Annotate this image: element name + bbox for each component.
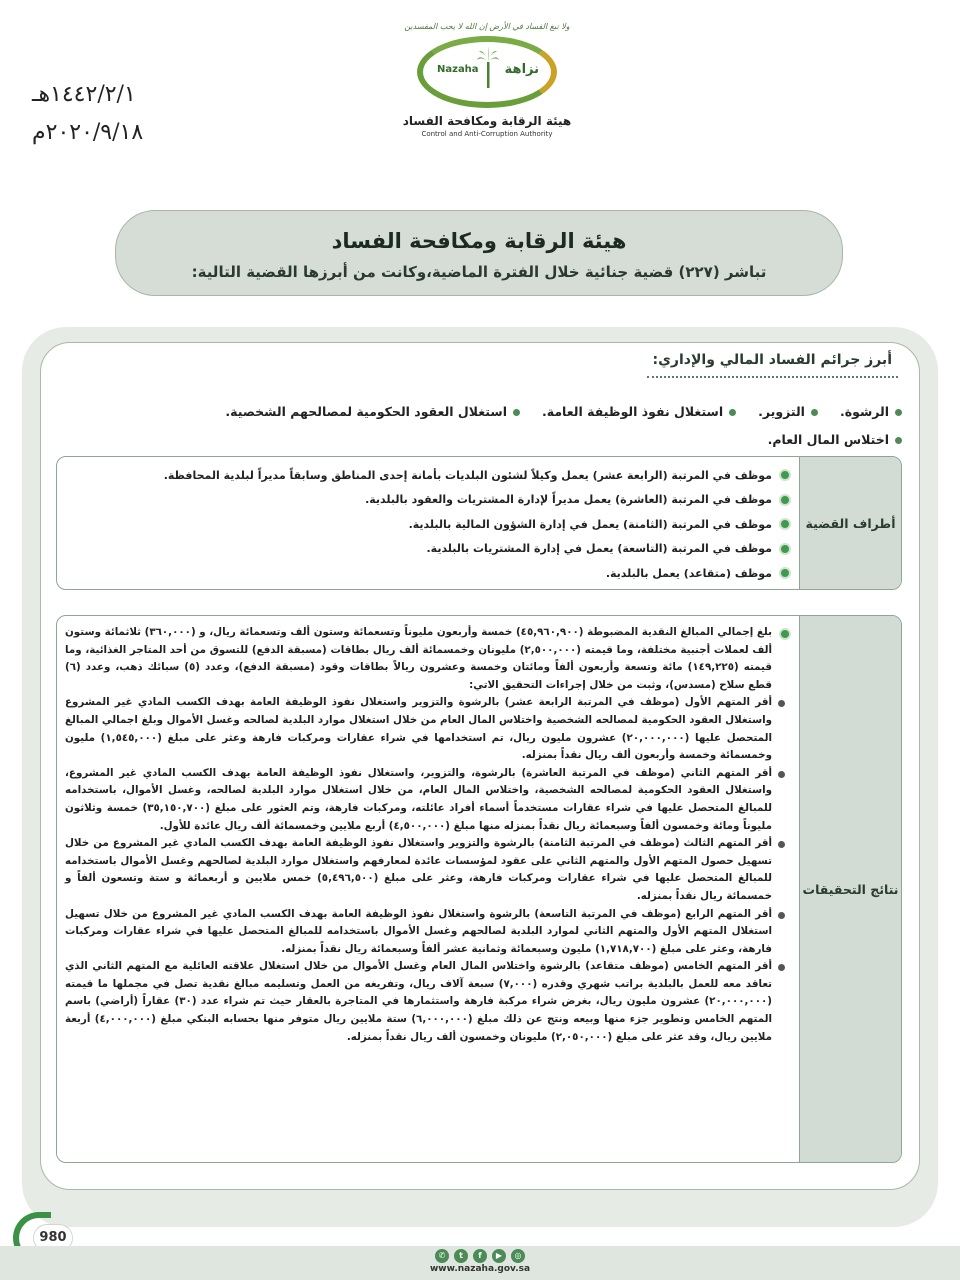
bullet-icon [779,628,791,640]
bullet-icon [513,409,520,416]
gregorian-date: ٢٠٢٠/٩/١٨م [32,120,144,145]
list-item: موظف (متقاعد) يعمل بالبلدية. [71,561,791,586]
bullet-icon [778,771,785,778]
logo-authority-ar: هيئة الرقابة ومكافحة الفساد [402,114,572,128]
list-item: أقر المتهم الثاني (موظف في المرتبة العاشرة) بالرشوة، والتزوير، واستغلال نفوذ الوظيفة العامة بهدف الكسب المادي غير المشروع، واستغلال العقود الحكومية لمصالحه الشخصية، واختلاس المال العام، من خلال استغلال موارد البلدية لصالحه، وغسل الأموال، باستخدامه للمبالغ المتحصل عليها في شراء عقارات مستخدماً أسماء أفراد عائلته، ومركبات فارهة، وتم العثور على مبلغ (٣٥,١٥٠,٧٠٠) خمسة وثلاثون مليوناً ومائة وخمسون ألفاً وسبعمائة ريال نقداً بمنزله منها مبلغ (٤,٥٠٠,٠٠٠) أربع ملايين وخمسمائة ألف ريال عائدة للأول. [65,765,785,835]
bullet-icon [779,543,791,555]
list-item: موظف في المرتبة (العاشرة) يعمل مديراً لإدارة المشتريات والعقود بالبلدية. [71,488,791,513]
bullet-icon [895,437,902,444]
list-item: أقر المتهم الرابع (موظف في المرتبة التاسعة) بالرشوة واستغلال نفوذ الوظيفة العامة بهدف الكسب المادي غير المشروع من خلال تسهيل استغلال المتهم الأول والمتهم الثاني لموارد البلدية لصالحهم وغسل الأموال باستخدامه للمبالغ المتحصل عليها في شراء عقارات ومركبات فارهة، وعثر على مبلغ (١,٧١٨,٧٠٠) مليون وسبعمائة وثمانية عشر ألفاً وسبعمائة ريال نقداً بمنزله. [65,906,785,959]
page-number: 980 [33,1224,73,1252]
bullet-icon [778,912,785,919]
results-lead: بلغ إجمالي المبالغ النقدية المضبوطة (٤٥,٩٦٠,٩٠٠) خمسة وأربعون مليوناً وتسعمائة وستون ألف وتسعمائة ريال، و (٣٦٠,٠٠٠) ثلاثمائة وستون ألف لعملات أجنبية مختلفة، وما قيمته (٢,٥٠٠,٠٠٠) مليونان وخمسمائة ألف ريال بطاقات (مسبقة الدفع) للتسوق من أحد المتاجر الغذائية، وما قيمته (١٤٩,٢٢٥) مائة وتسعة وأربعون ألفاً ومائتان وخمسة وعشرون ريالاً بطاقات وقود (مسبقة الدفع)، وعدد (٥) سبائك ذهب، وعدد (٦) قطع سلاح (مسدس)، وثبت من خلال إجراءات التحقيق الاتي: [65,624,791,694]
investigation-results-panel [56,615,902,1163]
list-item: أقر المتهم الأول (موظف في المرتبة الرابعة عشر) بالرشوة والتزوير واستغلال نفوذ الوظيفة العامة بهدف الكسب المادي غير المشروع واستغلال العقود الحكومية لمصالحه الشخصية واختلاس المال العام من خلال استغلال موارد البلدية لصالحه وغسل الأموال وبلغ اجمالي المبالغ المتحصل عليها (٢٠,٠٠٠,٠٠٠) عشرون مليون ريال، تم استخدامها في شراء عقارات ومركبات فارهة وعثر على مبلغ (١,٥٤٥,٠٠٠) مليون وخمسمائة وخمسة وأربعون ألف ريال نقداً بمنزله. [65,694,785,764]
case-parties-list [71,463,791,586]
list-item: أقر المتهم الثالث (موظف في المرتبة الثامنة) بالرشوة والتزوير واستغلال نفوذ الوظيفة العامة بهدف الكسب المادي غير المشروع من خلال تسهيل حصول المتهم الأول والمتهم الثاني على عقود لمؤسسات عائدة لمعارفهم واستغلال موارد البلدية لصالحهم وغسل الأموال باستخدامه للمبالغ المتحصل عليها في شراء عقارات ومركبات فارهة، وعثر على مبلغ (٥,٤٩٦,٥٠٠) خمس ملايين و أربعمائة و ستة وتسعون ألفاً و خمسمائة ريال نقداً بمنزله. [65,835,785,905]
bullet-icon [729,409,736,416]
footer [0,1246,960,1280]
dates-block [32,76,143,152]
investigation-results-label: نتائج التحقيقات [799,616,901,1162]
hijri-date: ١٤٤٢/٢/١هـ [32,82,136,107]
crime-item: التزوير. [758,398,818,426]
logo-authority-en: Control and Anti-Corruption Authority [421,130,553,138]
list-item: موظف في المرتبة (الثامنة) يعمل في إدارة الشؤون المالية بالبلدية. [71,512,791,537]
crime-item: الرشوة. [840,398,902,426]
instagram-icon[interactable]: ◎ [511,1249,525,1263]
logo-oval-emblem [417,36,557,108]
bullet-icon [778,841,785,848]
palm-tree-icon [477,46,499,90]
page-title: هيئة الرقابة ومكافحة الفساد [331,229,627,253]
crime-item: اختلاس المال العام. [768,426,902,454]
bullet-icon [778,964,785,971]
bullet-icon [779,469,791,481]
case-parties-label: أطراف القضية [799,457,901,589]
bullet-icon [779,518,791,530]
logo-name-ar-short: نزاهة [504,62,539,77]
logo-motto: ولا تبغ الفساد في الأرض إن الله لا يحب المفسدين [404,22,570,31]
title-box [115,210,843,296]
bullet-icon [895,409,902,416]
twitter-icon[interactable]: t [454,1249,468,1263]
phone-icon[interactable]: ✆ [435,1249,449,1263]
website-link[interactable]: www.nazaha.gov.sa [429,1264,531,1274]
crime-item: استغلال نفوذ الوظيفة العامة. [542,398,736,426]
youtube-icon[interactable]: ▶ [492,1249,506,1263]
facebook-icon[interactable]: f [473,1249,487,1263]
social-icons [0,1249,960,1263]
crime-item: استغلال العقود الحكومية لمصالحهم الشخصية. [225,398,520,426]
page-subtitle: تباشر (٢٢٧) قضية جنائية خلال الفترة الماضية،وكانت من أبرزها القضية التالية: [191,263,767,281]
list-item: موظف في المرتبة (التاسعة) يعمل في إدارة المشتريات بالبلدية. [71,537,791,562]
logo-name-en-short: Nazaha [437,64,479,75]
list-item: أقر المتهم الخامس (موظف متقاعد) بالرشوة واختلاس المال العام وغسل الأموال من خلال استغلال علاقته العائلية مع المتهم الثاني الذي تعاقد معه للعمل بالبلدية براتب شهري وقدره (٧,٠٠٠) سبعة آلاف ريال، وتفريغه من العمل وتسليمه مبالغ نقدية تصل في مجملها ما قيمته (٢٠,٠٠٠,٠٠٠) عشرون مليون ريال، بغرض شراء مركبة فارهة واستثمارها في المتاجرة بالعقار حيث تم شراء عدد (٣٠) عقاراً (أراضي) باسم المتهم الخامس وتطوير جزء منها وبيعه ونتج عن ذلك مبلغ (٦,٠٠٠,٠٠٠) ستة ملايين ريال متوفر منها بحسابه البنكي مبلغ (٤,٠٠٠,٠٠٠) أربعة ملايين ريال، وقد عثر على مبلغ (٢,٠٥٠,٠٠٠) مليونان وخمسون ألف ريال نقداً بمنزله. [65,958,785,1046]
bullet-icon [778,700,785,707]
section-title: أبرز جرائم الفساد المالي والإداري: [647,348,899,378]
case-parties-panel [56,456,902,590]
bullet-icon [779,567,791,579]
list-item: موظف في المرتبة (الرابعة عشر) يعمل وكيلاً لشئون البلديات بأمانة إحدى المناطق وسابقاً مديراً لبلدية المحافظة. [71,463,791,488]
nazaha-logo [402,20,572,170]
bullet-icon [811,409,818,416]
bullet-icon [779,494,791,506]
investigation-results-content [65,624,791,1046]
